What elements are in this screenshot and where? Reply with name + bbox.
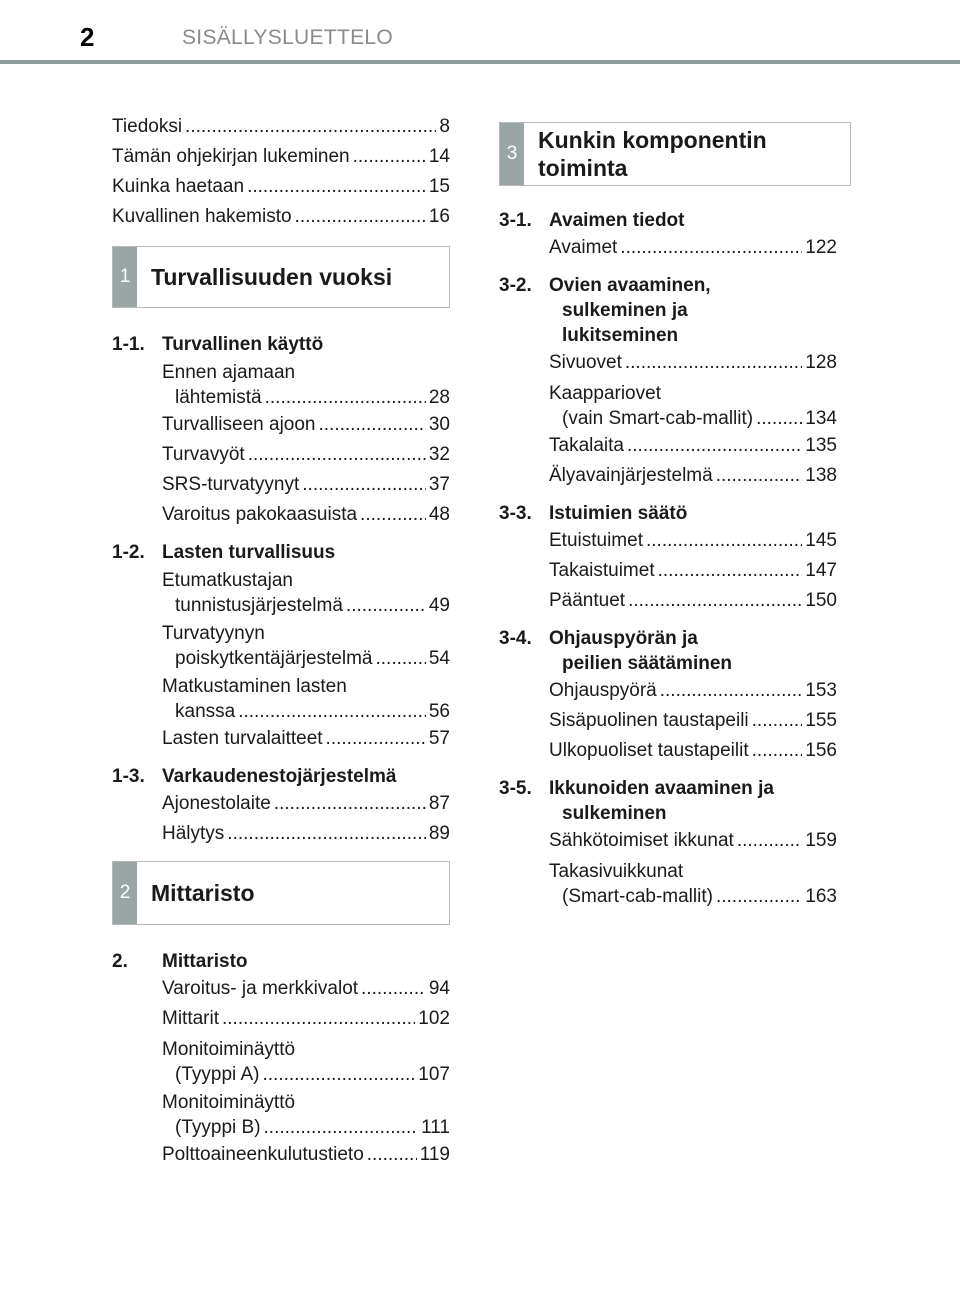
leader-dots [247, 172, 426, 202]
chapter-heading[interactable] [112, 332, 450, 357]
toc-entry[interactable] [549, 431, 837, 461]
chapter-heading[interactable] [112, 949, 450, 974]
entry-label: Ohjauspyörä [549, 680, 657, 701]
leader-dots [716, 884, 802, 909]
leader-dots [367, 1140, 417, 1170]
chapter-title-line3: lukitseminen [562, 325, 679, 346]
chapter-number: 1-1. [112, 334, 145, 355]
entry-label: Sähkötoimiset ikkunat [549, 830, 734, 851]
toc-entry[interactable] [162, 1004, 450, 1034]
entry-label: Tämän ohjekirjan lukeminen [112, 146, 350, 167]
toc-entry[interactable] [162, 671, 450, 724]
leader-dots [752, 736, 803, 766]
entry-label-cont: (vain Smart-cab-mallit) [562, 408, 754, 429]
section-title: Turvallisuuden vuoksi [151, 263, 393, 290]
chapter-title [549, 776, 837, 826]
chapter-title-line1: Ohjauspyörän ja [549, 628, 698, 649]
toc-entry[interactable] [549, 378, 837, 431]
chapter-number: 3-4. [499, 628, 532, 649]
entry-label: Kuinka haetaan [112, 176, 245, 197]
toc-entry[interactable] [162, 789, 450, 819]
entry-page: 156 [805, 740, 837, 761]
toc-entry[interactable] [162, 974, 450, 1004]
chapter-number: 1-2. [112, 542, 145, 563]
entry-page: 122 [805, 237, 837, 258]
chapter-title: Varkaudenestojärjestelmä [162, 766, 397, 787]
leader-dots [227, 819, 426, 849]
entry-label: Varoitus pakokaasuista [162, 504, 358, 525]
toc-entry[interactable] [162, 500, 450, 530]
entry-page: 87 [428, 793, 450, 814]
toc-entry[interactable] [162, 618, 450, 671]
entry-label: Monitoiminäyttö [162, 1039, 296, 1060]
entry-label: Tiedoksi [112, 116, 183, 137]
entry-page: 153 [805, 680, 837, 701]
entry-page: 150 [805, 590, 837, 611]
toc-entry[interactable] [162, 819, 450, 849]
toc-entry[interactable] [549, 676, 837, 706]
toc-entry[interactable] [112, 112, 450, 142]
entry-label: Pääntuet [549, 590, 626, 611]
chapter-title: Turvallinen käyttö [162, 334, 324, 355]
chapter-heading[interactable] [112, 540, 450, 565]
section-number: 2 [113, 862, 137, 924]
toc-entry[interactable] [549, 706, 837, 736]
section-box-1[interactable] [112, 246, 450, 308]
entry-label-cont: (Smart-cab-mallit) [562, 886, 713, 907]
entry-page: 48 [428, 504, 450, 525]
entry-label-cont: lähtemistä [175, 387, 262, 408]
chapter-title-line1: Ikkunoiden avaaminen ja [549, 778, 774, 799]
entry-label: Monitoiminäyttö [162, 1092, 296, 1113]
section-title-line1: Kunkin komponentin [538, 127, 767, 153]
leader-dots [375, 646, 425, 671]
entry-label: Sisäpuolinen taustapeili [549, 710, 749, 731]
entry-page: 107 [418, 1064, 450, 1085]
entry-label: Takasivuikkunat [549, 861, 684, 882]
toc-right-column [499, 122, 837, 909]
section-title-line2: toiminta [538, 155, 628, 181]
toc-entry[interactable] [162, 470, 450, 500]
leader-dots [360, 500, 426, 530]
toc-entry[interactable] [549, 461, 837, 491]
leader-dots [185, 112, 436, 142]
entry-label: Takaistuimet [549, 560, 655, 581]
entry-label: Etumatkustajan [162, 570, 293, 591]
leader-dots [319, 410, 426, 440]
entry-page: 135 [805, 435, 837, 456]
entry-label: Ulkopuoliset taustapeilit [549, 740, 749, 761]
entry-page: 30 [428, 414, 450, 435]
entry-label: Turvalliseen ajoon [162, 414, 316, 435]
entry-page: 138 [805, 465, 837, 486]
chapter-heading[interactable] [499, 501, 837, 526]
entry-page: 147 [805, 560, 837, 581]
entry-page: 14 [428, 146, 450, 167]
leader-dots [658, 556, 803, 586]
entry-page: 16 [428, 206, 450, 227]
toc-entry[interactable] [112, 202, 450, 232]
chapter-number: 3-3. [499, 503, 532, 524]
chapter-title: Mittaristo [162, 951, 248, 972]
toc-entry[interactable] [549, 348, 837, 378]
chapter-heading[interactable] [499, 626, 837, 676]
chapter-title: Lasten turvallisuus [162, 542, 336, 563]
toc-entry[interactable] [549, 586, 837, 616]
entry-label: Etuistuimet [549, 530, 643, 551]
toc-entry[interactable] [162, 440, 450, 470]
leader-dots [353, 142, 426, 172]
toc-left-column [112, 112, 450, 1170]
leader-dots [248, 440, 426, 470]
entry-label: Avaimet [549, 237, 618, 258]
entry-label: Lasten turvalaitteet [162, 728, 323, 749]
toc-entry[interactable] [162, 724, 450, 754]
leader-dots [265, 385, 426, 410]
chapter-title: Istuimien säätö [549, 503, 688, 524]
entry-label: Varoitus- ja merkkivalot [162, 978, 359, 999]
leader-dots [326, 724, 426, 754]
entry-page: 8 [439, 116, 450, 137]
chapter-number: 2. [112, 951, 128, 972]
entry-label: Turvavyöt [162, 444, 245, 465]
leader-dots [262, 1062, 415, 1087]
toc-entry[interactable] [162, 1087, 450, 1140]
toc-entry[interactable] [549, 736, 837, 766]
chapter-title-line1: Ovien avaaminen, [549, 275, 711, 296]
leader-dots [264, 1115, 419, 1140]
toc-entry[interactable] [162, 1034, 450, 1087]
entry-page: 163 [805, 886, 837, 907]
chapter-title: Avaimen tiedot [549, 210, 685, 231]
chapter-number: 3-1. [499, 210, 532, 231]
entry-label-cont: (Tyyppi B) [175, 1117, 261, 1138]
chapter-title [549, 273, 837, 348]
leader-dots [625, 348, 802, 378]
entry-label: Sivuovet [549, 352, 622, 373]
leader-dots [756, 406, 802, 431]
section-title [524, 123, 767, 185]
toc-entry[interactable] [549, 826, 837, 856]
leader-dots [346, 593, 426, 618]
entry-label: Takalaita [549, 435, 624, 456]
entry-page: 102 [418, 1008, 450, 1029]
toc-entry[interactable] [112, 142, 450, 172]
leader-dots [716, 461, 803, 491]
chapter-number: 1-3. [112, 766, 145, 787]
leader-dots [628, 586, 802, 616]
chapter-title [549, 626, 837, 676]
entry-page: 145 [805, 530, 837, 551]
leader-dots [238, 699, 426, 724]
leader-dots [295, 202, 426, 232]
entry-label: Kuvallinen hakemisto [112, 206, 292, 227]
header-title: SISÄLLYSLUETTELO [182, 26, 393, 49]
chapter-title-line2: peilien säätäminen [562, 653, 733, 674]
entry-label: Ajonestolaite [162, 793, 271, 814]
entry-label: Mittarit [162, 1008, 219, 1029]
entry-label-cont: (Tyyppi A) [175, 1064, 260, 1085]
toc-entry[interactable] [549, 526, 837, 556]
entry-page: 28 [428, 387, 450, 408]
entry-page: 155 [805, 710, 837, 731]
chapter-number: 3-5. [499, 778, 532, 799]
entry-label: Matkustaminen lasten [162, 676, 347, 697]
toc-entry[interactable] [162, 357, 450, 410]
leader-dots [646, 526, 802, 556]
entry-page: 49 [428, 595, 450, 616]
leader-dots [274, 789, 426, 819]
section-box-2[interactable] [112, 861, 450, 925]
toc-entry[interactable] [549, 233, 837, 263]
entry-page: 57 [428, 728, 450, 749]
leader-dots [620, 233, 802, 263]
entry-page: 94 [428, 978, 450, 999]
entry-label: Hälytys [162, 823, 225, 844]
section-box-3[interactable] [499, 122, 851, 186]
chapter-title-line2: sulkeminen ja [562, 300, 688, 321]
chapter-title-line2: sulkeminen [562, 803, 667, 824]
toc-entry[interactable] [162, 1140, 450, 1170]
entry-page: 119 [419, 1144, 450, 1165]
entry-label: Polttoaineenkulutustieto [162, 1144, 364, 1165]
section-number: 3 [500, 123, 524, 185]
entry-label-cont: kanssa [175, 701, 236, 722]
entry-label: Turvatyynyn [162, 623, 265, 644]
entry-page: 54 [428, 648, 450, 669]
entry-label: Älyavainjärjestelmä [549, 465, 713, 486]
toc-entry[interactable] [549, 556, 837, 586]
entry-page: 111 [421, 1117, 450, 1138]
entry-page: 89 [428, 823, 450, 844]
entry-page: 32 [428, 444, 450, 465]
section-title: Mittaristo [151, 879, 255, 906]
chapter-heading[interactable] [499, 208, 837, 233]
entry-label: SRS-turvatyynyt [162, 474, 300, 495]
page-header [0, 0, 960, 64]
leader-dots [737, 826, 802, 856]
entry-label: Ennen ajamaan [162, 362, 296, 383]
entry-page: 56 [428, 701, 450, 722]
leader-dots [302, 470, 426, 500]
toc-entry[interactable] [112, 172, 450, 202]
leader-dots [361, 974, 426, 1004]
entry-label: Kaappariovet [549, 383, 661, 404]
toc-entry[interactable] [162, 565, 450, 618]
leader-dots [222, 1004, 415, 1034]
toc-entry[interactable] [549, 856, 837, 909]
page-number: 2 [80, 22, 95, 52]
chapter-heading[interactable] [499, 273, 837, 348]
entry-label-cont: poiskytkentäjärjestelmä [175, 648, 373, 669]
entry-page: 134 [805, 408, 837, 429]
entry-label-cont: tunnistusjärjestelmä [175, 595, 343, 616]
entry-page: 37 [428, 474, 450, 495]
entry-page: 15 [428, 176, 450, 197]
section-number: 1 [113, 247, 137, 307]
toc-entry[interactable] [162, 410, 450, 440]
leader-dots [660, 676, 803, 706]
header-rule [0, 60, 960, 64]
chapter-heading[interactable] [112, 764, 450, 789]
leader-dots [752, 706, 803, 736]
entry-page: 128 [805, 352, 837, 373]
chapter-heading[interactable] [499, 776, 837, 826]
chapter-number: 3-2. [499, 275, 532, 296]
entry-page: 159 [805, 830, 837, 851]
leader-dots [627, 431, 802, 461]
